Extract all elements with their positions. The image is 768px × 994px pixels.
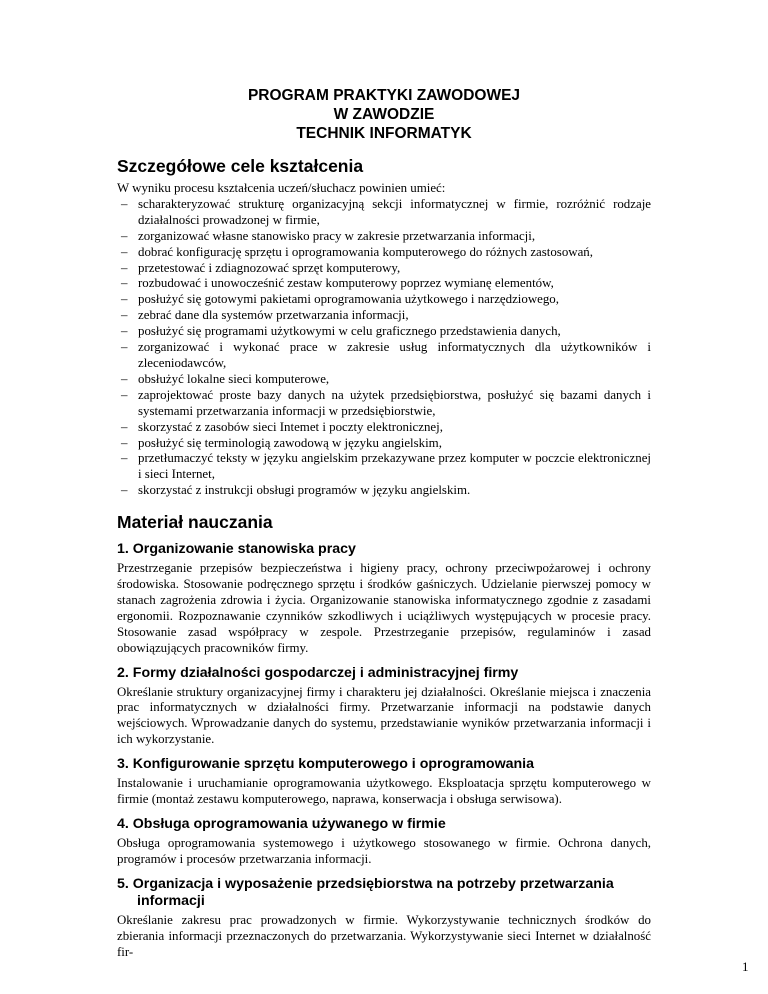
dash-bullet: –	[121, 387, 128, 402]
goal-item	[117, 340, 651, 372]
section-heading-goals: Szczegółowe cele kształcenia	[117, 156, 364, 176]
subsection-heading: 5. Organizacja i wyposażenie przedsiębiorstwa na potrzeby przetwarzania informacji	[117, 875, 614, 909]
goal-item-text: rozbudować i unowocześnić zestaw komputerowy poprzez wymianę elementów,	[138, 276, 554, 291]
title-line-1: PROGRAM PRAKTYKI ZAWODOWEJ	[247, 87, 521, 104]
dash-bullet: –	[121, 196, 128, 211]
goal-item-text: skorzystać z zasobów sieci Intemet i poczty elektronicznej,	[138, 419, 443, 434]
title-line-2: W ZAWODZIE	[333, 106, 435, 123]
goal-item	[117, 197, 651, 229]
dash-bullet: –	[121, 308, 128, 323]
subsection-heading: 1. Organizowanie stanowiska pracy	[117, 541, 356, 558]
goals-intro: W wyniku procesu kształcenia uczeń/słuchacz powinien umieć:	[117, 181, 446, 195]
goal-item	[117, 292, 651, 308]
dash-bullet: –	[121, 244, 128, 259]
goal-item	[117, 245, 651, 261]
goals-list	[117, 197, 651, 499]
subsection-text: Instalowanie i uruchamianie oprogramowania użytkowego. Eksploatacja sprzętu komputerowego w firmie (montaż zestawu komputerowego, naprawa, konserwacja i obsługa serwisowa).	[117, 776, 651, 807]
subsection-heading: 2. Formy działalności gospodarczej i administracyjnej firmy	[117, 664, 519, 681]
subsection-heading: 4. Obsługa oprogramowania używanego w firmie	[117, 816, 446, 832]
goal-item	[117, 324, 651, 340]
subsection-text: Przestrzeganie przepisów bezpieczeństwa i higieny pracy, ochrony przeciwpożarowej i ochrony środowiska. Stosowanie podręcznego sprzętu i środków gaśniczych. Udzielanie pierwszej pomocy w stanach zagrożenia zdrowia i życia. Organizowanie stanowiska informatycznego zgodnie z zasadami ergonomii. Rozpoznawanie czynników szkodliwych i uciążliwych występujących w procesie pracy. Stosowanie zasad współpracy w zespole. Przestrzeganie przepisów, regulaminów i zasad obowiązujących pracowników firmy.	[117, 561, 651, 655]
goal-item-text: obsłużyć lokalne sieci komputerowe,	[138, 371, 330, 386]
dash-bullet: –	[121, 260, 128, 275]
dash-bullet: –	[121, 276, 128, 291]
goal-item	[117, 483, 651, 499]
goal-item-text: posłużyć się gotowymi pakietami oprogramowania użytkowego i narzędziowego,	[138, 292, 559, 307]
subsection-heading: 3. Konfigurowanie sprzętu komputerowego i oprogramowania	[117, 756, 534, 773]
goal-item-text: skorzystać z instrukcji obsługi programów w języku angielskim.	[138, 483, 471, 498]
goal-item	[117, 372, 651, 388]
dash-bullet: –	[121, 340, 128, 355]
material-sections	[117, 541, 651, 960]
dash-bullet: –	[121, 324, 128, 339]
goal-item	[117, 229, 651, 245]
dash-bullet: –	[121, 419, 128, 434]
goal-item	[117, 420, 651, 436]
dash-bullet: –	[121, 371, 128, 386]
goal-item-text: dobrać konfigurację sprzętu i oprogramowania komputerowego do różnych zastosowań,	[138, 244, 593, 259]
subsection-text: Obsługa oprogramowania systemowego i użytkowego stosowanego w firmie. Ochrona danych, programów i procesów przetwarzania informacji.	[117, 836, 651, 866]
goal-item-text: zorganizować i wykonać prace w zakresie usług informatycznych dla użytkowników i zleceniodawców,	[138, 340, 651, 370]
goal-item-text: scharakteryzować strukturę organizacyjną sekcji informatycznej w firmie, rozróżnić rodzaje działalności prowadzonej w firmie,	[138, 196, 651, 227]
goal-item-text: zebrać dane dla systemów przetwarzania informacji,	[138, 308, 409, 323]
document-title	[117, 86, 651, 143]
subsection-text: Określanie zakresu prac prowadzonych w firmie. Wykorzystywanie technicznych środków do zbierania informacji przeznaczonych do przetwarzania. Wykorzystywanie sieci Internet w działalność fir-	[117, 912, 651, 959]
dash-bullet: –	[121, 451, 128, 466]
goal-item	[117, 276, 651, 292]
goal-item	[117, 436, 651, 452]
goal-item-text: posłużyć się terminologią zawodową w języku angielskim,	[138, 435, 442, 450]
goal-item	[117, 261, 651, 277]
page-number: 1	[742, 959, 749, 974]
dash-bullet: –	[121, 292, 128, 307]
goal-item-text: zorganizować własne stanowisko pracy w zakresie przetwarzania informacji,	[138, 228, 536, 243]
dash-bullet: –	[121, 483, 128, 498]
dash-bullet: –	[121, 435, 128, 450]
goal-item	[117, 451, 651, 483]
goal-item-text: zaprojektować proste bazy danych na użytek przedsiębiorstwa, posłużyć się bazami danych i systemami przetwarzania informacji w przedsiębiorstwie,	[138, 387, 651, 418]
goal-item-text: przetłumaczyć teksty w języku angielskim przekazywane przez komputer w poczcie elektronicznej i sieci Internet,	[138, 451, 651, 482]
goal-item	[117, 388, 651, 420]
subsection-text: Określanie struktury organizacyjnej firmy i charakteru jej działalności. Określanie miejsca i znaczenia prac informatycznych w działalności firmy. Przetwarzanie informacji na podstawie danych wejściowych. Wprowadzanie danych do systemu, przedstawianie wyników przetwarzania informacji i ich wykorzystanie.	[117, 684, 651, 747]
title-line-3: TECHNIK INFORMATYK	[296, 125, 472, 142]
page-content	[117, 86, 651, 961]
goal-item	[117, 308, 651, 324]
goal-item-text: przetestować i zdiagnozować sprzęt komputerowy,	[138, 260, 401, 275]
goal-item-text: posłużyć się programami użytkowymi w celu graficznego przedstawienia danych,	[138, 324, 561, 339]
dash-bullet: –	[121, 228, 128, 243]
section-heading-material: Materiał nauczania	[117, 512, 273, 533]
